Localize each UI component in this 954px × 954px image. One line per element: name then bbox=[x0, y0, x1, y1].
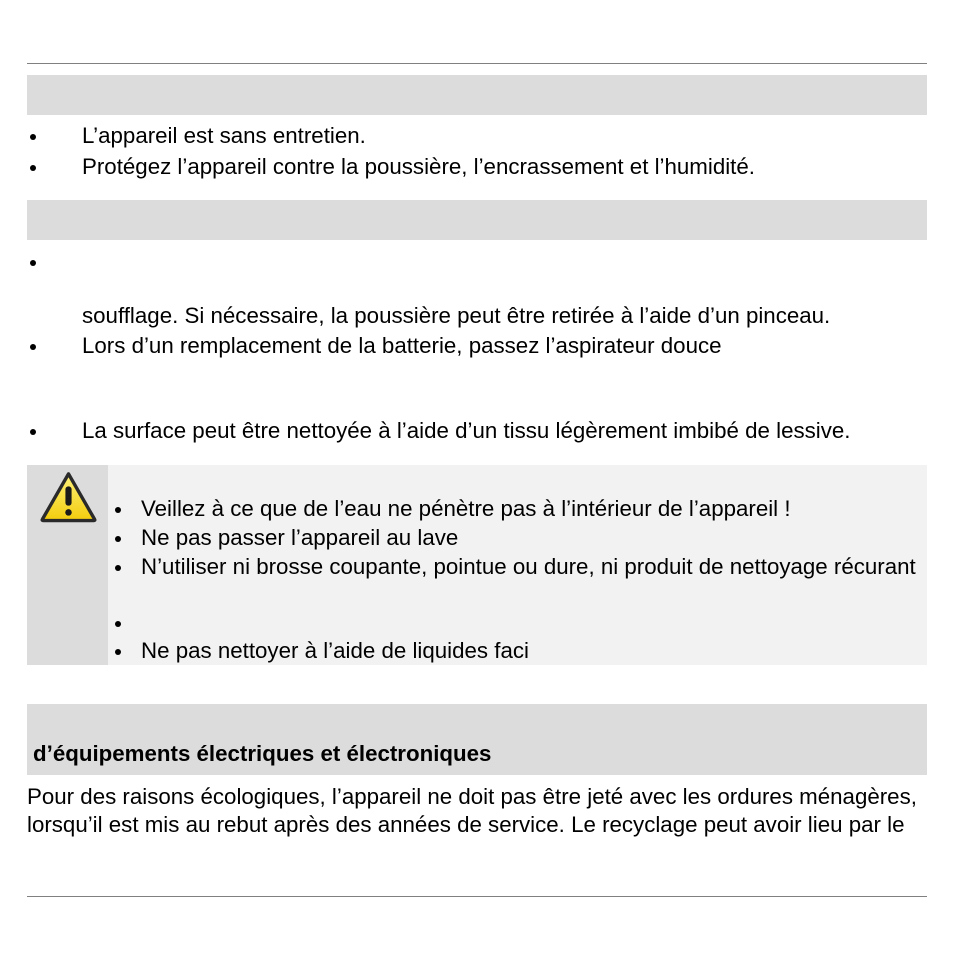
bullet bbox=[115, 565, 121, 571]
section-bar-maintenance bbox=[27, 75, 927, 115]
bottom-rule bbox=[27, 896, 927, 897]
list-item: L’appareil est sans entretien. bbox=[82, 123, 366, 148]
bullet bbox=[115, 649, 121, 655]
warning-item: N’utiliser ni brosse coupante, pointue ou dure, ni produit de nettoyage récurant bbox=[141, 554, 916, 579]
bullet bbox=[115, 507, 121, 513]
bullet bbox=[115, 536, 121, 542]
warning-item: Veillez à ce que de l’eau ne pénètre pas à l’intérieur de l’appareil ! bbox=[141, 496, 791, 521]
bullet bbox=[30, 134, 36, 140]
paragraph-line: lorsqu’il est mis au rebut après des années de service. Le recyclage peut avoir lieu par le bbox=[27, 812, 905, 837]
top-rule bbox=[27, 63, 927, 64]
bullet bbox=[30, 344, 36, 350]
list-item: La surface peut être nettoyée à l’aide d’un tissu légèrement imbibé de lessive. bbox=[82, 418, 851, 443]
list-item: Protégez l’appareil contre la poussière, l’encrassement et l’humidité. bbox=[82, 154, 755, 179]
section-heading: d’équipements électriques et électroniques bbox=[33, 741, 492, 766]
list-item: Lors d’un remplacement de la batterie, passez l’aspirateur douce bbox=[82, 333, 722, 358]
bullet bbox=[115, 621, 121, 627]
warning-item: Ne pas passer l’appareil au lave bbox=[141, 525, 459, 550]
list-item-continuation: soufflage. Si nécessaire, la poussière peut être retirée à l’aide d’un pinceau. bbox=[82, 303, 831, 328]
section-bar-cleaning bbox=[27, 200, 927, 240]
paragraph-line: Pour des raisons écologiques, l’appareil ne doit pas être jeté avec les ordures ménagères, bbox=[27, 784, 917, 809]
bullet bbox=[30, 429, 36, 435]
bullet bbox=[30, 260, 36, 266]
bullet bbox=[30, 165, 36, 171]
warning-item: Ne pas nettoyer à l’aide de liquides faci bbox=[141, 638, 529, 663]
warning-triangle-icon bbox=[39, 471, 98, 523]
